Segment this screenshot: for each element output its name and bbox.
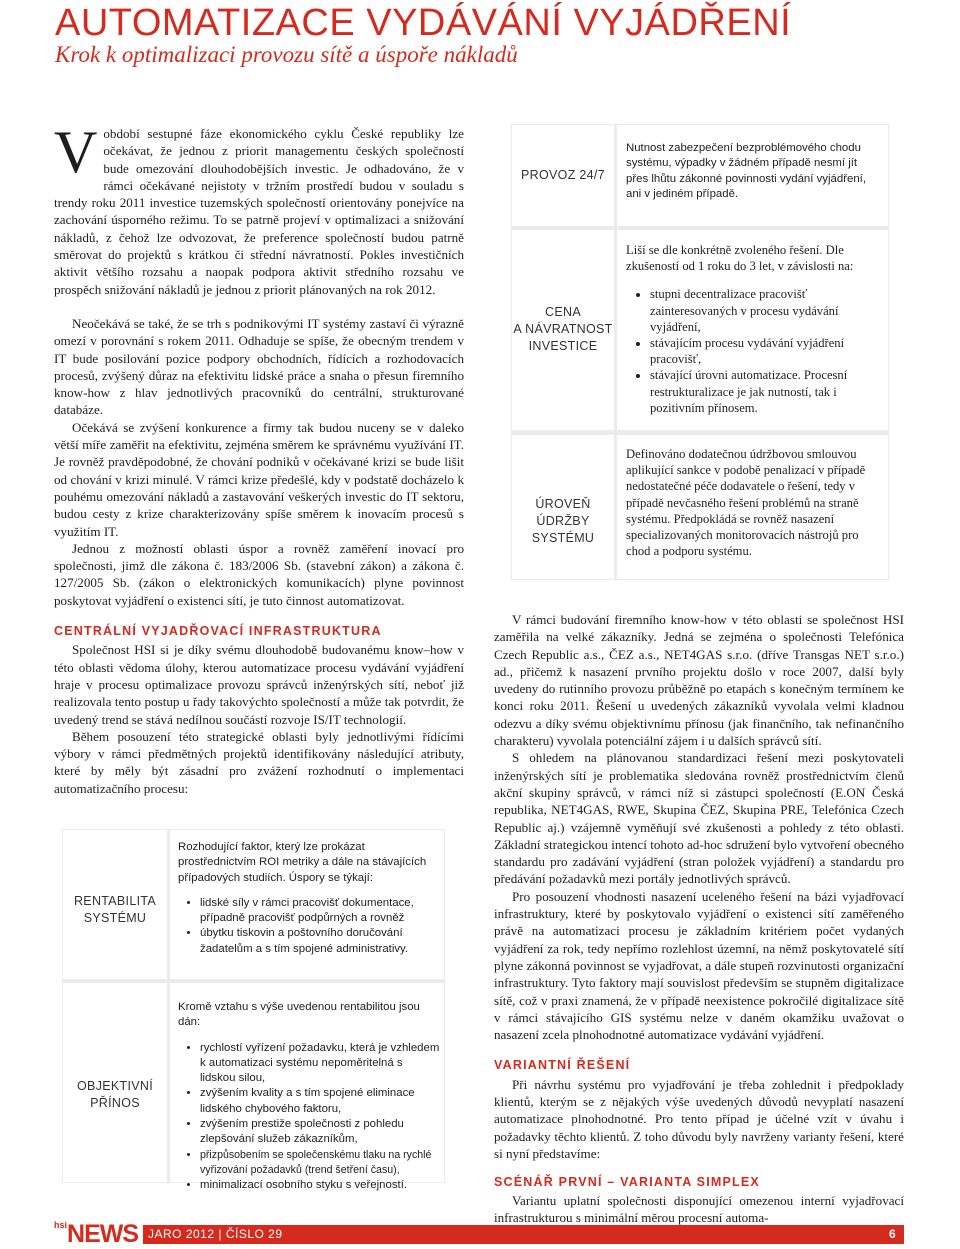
label-line: ÚROVEŇ <box>535 497 591 511</box>
label-line: ÚDRŽBY SYSTÉMU <box>531 514 595 545</box>
list-item: • minimalizací osobního styku s veřejností. <box>200 1178 440 1193</box>
intro-paragraph <box>54 119 464 298</box>
logo-small: hsi <box>54 1220 68 1230</box>
paragraph-4: Jednou z možností oblasti úspor a rovněž zaměření inovací pro společnosti, jimž dle zákona č. 183/2006 Sb. (stavební zákon) a zákona č. 127/2005 Sb. (zákon o elektronických komunikacích) plyne povinnost poskytovat vyjádření o existenci sítí, je tuto činnost automatizovat. <box>54 540 464 608</box>
label-line: RENTABILITA <box>73 894 157 908</box>
page-title: AUTOMATIZACE VYDÁVÁNÍ VYJÁDŘENÍ <box>55 2 792 44</box>
right-paragraph-1: V rámci budování firemního know-how v této oblasti se společnost HSI zaměřila na velké zákazníky. Jedná se zejména o společnosti Telefónica Czech Republic a.s., ČEZ a.s., NET4GAS s.r.o. (dříve Transgas NET s.r.o.) ad., přičemž k nasazení prvního projektu došlo v roce 2007, další byly uvedeny do rutinního provozu průběžně po etapách s konečným termínem ke konci roku 2011. Řešení u uvedených zákazníků vyvolala velmi kladnou odezvu a díky svému objektivnímu přínosu (jak finančního, tak nefinančního charakteru) vyvolala potenciální zájem i u dalších správců sítí. <box>494 612 904 749</box>
label-line: A NÁVRATNOST <box>513 322 613 336</box>
list-item: • stupni decentralizace pracovišť zainteresovaných v procesu vydávání vyjádření, <box>650 286 884 335</box>
top-row-2-label <box>512 304 614 355</box>
top-row-3-label <box>512 496 614 547</box>
bottom-row-1-intro: Rozhodující faktor, který lze prokázat prostřednictvím ROI metriky a dále na stávajících případových studiích. Úspory se týkají: <box>178 841 427 884</box>
bullet-list <box>178 1041 440 1194</box>
label-text: PROVOZ 24/7 <box>521 168 605 182</box>
bottom-row-2-text <box>178 1000 440 1194</box>
bullet-list <box>178 896 440 957</box>
right-paragraph-4: Při návrhu systému pro vyjadřování je třeba zohlednit i předpoklady klientů, kterým se z nějakých výše uvedených důvodů nevyplatí nasazení automatizace plnohodnotné. Pro tento případ je účelné vzít v úvahu i požadavky těchto klientů. Z toho důvodu byly navrženy varianty řešení, které si nyní představíme: <box>494 1076 904 1161</box>
bottom-row-1-label <box>63 893 167 927</box>
paragraph-2: Neočekává se také, že se trh s podnikovými IT systémy zastaví či výrazně omezí v porovnání s rokem 2011. Odhaduje se spíše, že obecným trendem v IT bude posilování pozice podpory obchodních, řídících a rozhodovacích procesů, zvýšený důraz na efektivitu lidské práce a snaha o přesun firemního know-how z hlav jednotlivých pracovníků do centrální, strukturované databáze. <box>54 315 464 418</box>
bottom-row-2-intro: Kromě vztahu s výše uvedenou rentabilitou jsou dán: <box>178 1001 420 1029</box>
list-item: • lidské síly v rámci pracovišť dokumentace, případně pracovišť podpůrných a rovněž <box>200 896 440 927</box>
right-paragraph-3: Pro posouzení vhodnosti nasazení uceleného řešení na bázi vyjadřovací infrastruktury, které by poskytovalo vyjádření o existenci sítí zaměřeného právě na automatizaci procesu je základním kritériem počet vydaných vyjádření za rok, tedy nepřímo rozlehlost územní, na němž poskytovatelé sítí plyne zákonná povinnost se vyjadřovat, a dále stupeň rozvinutosti organizační infrastruktury. Tyto faktory mají souvislost především se stupněm digitalizace sítě, což v praxi znamená, že v případě neexistence pokročilé digitalizace sítě v rámci stávajícího GIS systému nelze v daném okamžiku uvažovat o nasazení zcela plnohodnotné automatizace vydávání vyjádření. <box>494 888 904 1043</box>
label-line: PŘÍNOS <box>90 1096 140 1110</box>
footer-logo <box>54 1220 138 1249</box>
intro-text: období sestupné fáze ekonomického cyklu České republiky lze očekávat, že jednou z priorit managementu českých společností bude omezování dlouhodobějších investic. Je odhadováno, že v rámci očekávané nejistoty v tržním prostředí budou v souladu s trendy roku 2011 investice tuzemských společností orientovány ponejvíce na zachování úsporného režimu. To se patrně projeví v optimalizaci a snižování nákladů, z čehož lze odvozovat, že preference společností budou patrně směrovat do projektů s krátkou či střední návratností. Pokles investičních aktivit většího rozsahu a naopak podpora aktivit středního rozsahu ve prospěch snižování nákladů je jednou z priorit plánovaných na rok 2012. <box>54 126 464 297</box>
top-row-1-text: Nutnost zabezpečení bezproblémového chodu systému, výpadky v žádném případě nesmí jít přes lhůtu zákonné povinnosti vydání vyjádření, ani v jediném případě. <box>626 142 866 200</box>
label-line: INVESTICE <box>528 339 598 353</box>
footer-issue: JARO 2012 | ČÍSLO 29 <box>148 1227 283 1241</box>
paragraph-3: Očekává se zvýšení konkurence a firmy tak budou nuceny se v daleko větší míře zaměřit na efektivitu, zejména směrem ke správnému využívání IT. Je rovněž pravděpodobné, že chování podniků v očekávané krizi se bude lišit od chování v krizi minulé. V rámci krize předešlé, kdy v podstatě docházelo k pouhému omezování nákladů a zastavování veškerých investic do IT sektoru, budou cesty z krize charakterizovány spíše směrem k inovacím procesů s využitím IT. <box>54 419 464 539</box>
top-row-2-intro: Liší se dle konkrétně zvoleného řešení. Dle zkušeností od 1 roku do 3 let, v závislosti na: <box>626 243 854 274</box>
label-line: SYSTÉMU <box>83 911 147 925</box>
list-item: • rychlostí vyřízení požadavku, která je vzhledem k automatizaci systému nepoměritelná s lidskou silou, <box>200 1041 440 1087</box>
right-heading-2: SCÉNÁŘ PRVNÍ – VARIANTA SIMPLEX <box>494 1175 760 1190</box>
list-item: • zvýšením kvality a s tím spojené eliminace lidského chybového faktoru, <box>200 1086 440 1117</box>
bottom-row-1-text <box>178 840 440 957</box>
page-subtitle: Krok k optimalizaci provozu sítě a úspoře nákladů <box>55 42 518 67</box>
paragraph-5: Společnost HSI si je díky svému dlouhodobě budovanému know–how v této oblasti vědoma úlohy, kterou automatizace procesu vydávání vyjádření hraje v procesu optimalizace provozu správců inženýrských sítí, neboť již realizovala tento postup u řady takovýchto společností a může tak potvrdit, že uvedený trend se stává nedílnou součástí rozvoje IS/IT technologií. <box>54 642 464 727</box>
list-item: • stávajícím procesu vydávání vyjádření pracovišť, <box>650 335 884 367</box>
paragraph-6: Během posouzení této strategické oblasti byly jednotlivými řídícími výbory v rámci předmětných projektů identifikovány následující atributy, které by měly být zásadní pro zvážení rozhodnutí o implementaci automatizačního procesu: <box>54 728 464 796</box>
list-item: • stávající úrovni automatizace. Procesní restrukturalizace je jak nutností, tak i pozitivním přínosem. <box>650 367 884 416</box>
top-row-1-label <box>512 167 614 184</box>
left-column <box>54 119 464 797</box>
right-column <box>494 611 904 1226</box>
bullet-list <box>626 286 884 416</box>
label-line: OBJEKTIVNÍ <box>77 1079 153 1093</box>
section-heading: CENTRÁLNÍ VYJADŘOVACÍ INFRASTRUKTURA <box>54 624 382 639</box>
list-item: • úbytku tiskovin a poštovního doručování žadatelům a s tím spojené administrativy. <box>200 926 440 957</box>
top-row-2-text <box>626 242 884 416</box>
dropcap: V <box>54 119 98 185</box>
list-item: • přizpůsobením se společenskému tlaku na rychlé vyřizování požadavků (trend šetření času), <box>200 1148 440 1179</box>
right-heading-1: VARIANTNÍ ŘEŠENÍ <box>494 1058 631 1073</box>
right-paragraph-2: S ohledem na plánovanou standardizaci řešení mezi poskytovateli inženýrských sítí je problematika sledována rovněž prostřednictvím členů akční skupiny správců, v rámci níž si zástupci společností (E.ON Česká republika, NET4GAS, RWE, Skupina ČEZ, Skupina PRE, Telefónica Czech Republic aj.) vzájemně vyměňují své zkušenosti a pohledy z této oblasti. Základní strategickou intencí tohoto ad-hoc sdružení bylo vytvoření obecného standardu pro zadávání vyjádření (stran položek vyjádření) a standardu pro předávání požadavků mezi portály jednotlivých správců. <box>494 750 904 887</box>
logo-news: NEWS <box>67 1220 139 1248</box>
label-line: CENA <box>545 305 581 319</box>
bottom-row-2-label <box>63 1078 167 1112</box>
list-item: • zvýšením prestiže společnosti z pohledu zlepšování služeb zákazníkům, <box>200 1117 440 1148</box>
right-paragraph-5: Variantu uplatní společnosti disponující omezenou interní vyjadřovací infrastrukturou s minimální měrou procesní automa- <box>494 1192 904 1225</box>
page-number: 6 <box>889 1227 896 1241</box>
top-row-3-text: Definováno dodatečnou údržbovou smlouvou aplikující sankce v podobě penalizací v případě nedostatečné péče dodavatele o řešení, tedy v případě nevčasného řešení problémů na straně systému. Předpokládá se rovněž nasazení specializovaných monitorovacích nástrojů pro chod a podporu systému. <box>626 447 866 559</box>
